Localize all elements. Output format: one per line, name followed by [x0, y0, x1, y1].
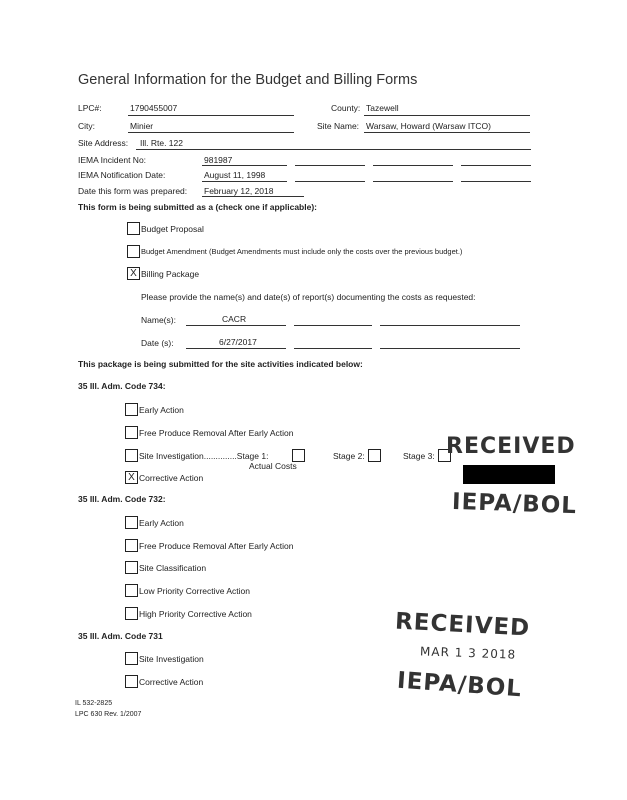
- form-title: General Information for the Budget and Billing Forms: [78, 72, 418, 88]
- 732-high-priority-label: High Priority Corrective Action: [139, 609, 252, 619]
- 734-corrective-action-checkbox[interactable]: X: [125, 471, 138, 484]
- county-value[interactable]: Tazewell: [366, 103, 399, 113]
- 732-free-product-checkbox[interactable]: [125, 539, 138, 552]
- prepared-value[interactable]: February 12, 2018: [204, 186, 274, 196]
- received-stamp-top: RECEIVED: [446, 434, 576, 459]
- notification-label: IEMA Notification Date:: [78, 170, 166, 180]
- names-label: Name(s):: [141, 315, 176, 325]
- redaction-bar: [463, 465, 555, 484]
- 734-corrective-action-label: Corrective Action: [139, 473, 204, 483]
- 732-site-classification-checkbox[interactable]: [125, 561, 138, 574]
- incident-label: IEMA Incident No:: [78, 155, 147, 165]
- 732-site-classification-label: Site Classification: [139, 563, 207, 573]
- 732-free-product-label: Free Produce Removal After Early Action: [139, 541, 294, 551]
- prepared-label: Date this form was prepared:: [78, 186, 188, 196]
- 732-early-action-label: Early Action: [139, 518, 184, 528]
- billing-package-checkbox[interactable]: X: [127, 267, 140, 280]
- activities-heading: This package is being submitted for the site activities indicated below:: [78, 359, 363, 369]
- budget-amendment-checkbox[interactable]: [127, 245, 140, 258]
- 734-site-investigation-label: Site Investigation..............Stage 1:: [139, 451, 269, 461]
- received-date-stamp: MAR 1 3 2018: [419, 644, 517, 662]
- city-label: City:: [78, 121, 95, 131]
- iepa-stamp-top: IEPA/BOL: [451, 488, 578, 520]
- footer-rev: LPC 630 Rev. 1/2007: [75, 711, 142, 718]
- footer-code: IL 532-2825: [75, 700, 113, 707]
- site-address-label: Site Address:: [78, 138, 129, 148]
- dates-value[interactable]: 6/27/2017: [219, 337, 257, 347]
- reports-instruction: Please provide the name(s) and date(s) of report(s) documenting the costs as requested:: [141, 292, 476, 302]
- city-value[interactable]: Minier: [130, 121, 154, 131]
- county-label: County:: [331, 103, 361, 113]
- code-732-heading: 35 Ill. Adm. Code 732:: [78, 494, 166, 504]
- dates-label: Date (s):: [141, 338, 174, 348]
- site-address-value[interactable]: Ill. Rte. 122: [140, 138, 183, 148]
- submission-heading: This form is being submitted as a (check one if applicable):: [78, 202, 317, 212]
- stage2-label: Stage 2:: [333, 451, 365, 461]
- 732-early-action-checkbox[interactable]: [125, 516, 138, 529]
- stage3-label: Stage 3:: [403, 451, 435, 461]
- notification-value[interactable]: August 11, 1998: [204, 170, 266, 180]
- budget-amendment-label: Budget Amendment (Budget Amendments must include only the costs over the previous budget.): [141, 247, 463, 256]
- incident-value[interactable]: 981987: [204, 155, 233, 165]
- received-stamp-bottom: RECEIVED: [394, 608, 531, 642]
- code-734-heading: 35 Ill. Adm. Code 734:: [78, 381, 166, 391]
- 731-site-investigation-checkbox[interactable]: [125, 652, 138, 665]
- 734-stage2-checkbox[interactable]: [368, 449, 381, 462]
- 732-low-priority-label: Low Priority Corrective Action: [139, 586, 251, 596]
- iepa-stamp-bottom: IEPA/BOL: [396, 667, 523, 703]
- 734-early-action-label: Early Action: [139, 405, 184, 415]
- actual-costs-label: Actual Costs: [249, 461, 297, 471]
- 734-free-product-checkbox[interactable]: [125, 426, 138, 439]
- lpc-label: LPC#:: [78, 103, 102, 113]
- 731-site-investigation-label: Site Investigation: [139, 654, 204, 664]
- 732-low-priority-checkbox[interactable]: [125, 584, 138, 597]
- 731-corrective-action-label: Corrective Action: [139, 677, 204, 687]
- 734-early-action-checkbox[interactable]: [125, 403, 138, 416]
- budget-proposal-checkbox[interactable]: [127, 222, 140, 235]
- lpc-value[interactable]: 1790455007: [130, 103, 178, 113]
- 731-corrective-action-checkbox[interactable]: [125, 675, 138, 688]
- 734-free-product-label: Free Produce Removal After Early Action: [139, 428, 294, 438]
- code-731-heading: 35 Ill. Adm. Code 731: [78, 631, 163, 641]
- 734-site-investigation-checkbox[interactable]: [125, 449, 138, 462]
- names-value[interactable]: CACR: [222, 314, 247, 324]
- billing-package-label: Billing Package: [141, 269, 200, 279]
- site-name-value[interactable]: Warsaw, Howard (Warsaw ITCO): [366, 121, 491, 131]
- 732-high-priority-checkbox[interactable]: [125, 607, 138, 620]
- site-name-label: Site Name:: [317, 121, 360, 131]
- budget-proposal-label: Budget Proposal: [141, 224, 204, 234]
